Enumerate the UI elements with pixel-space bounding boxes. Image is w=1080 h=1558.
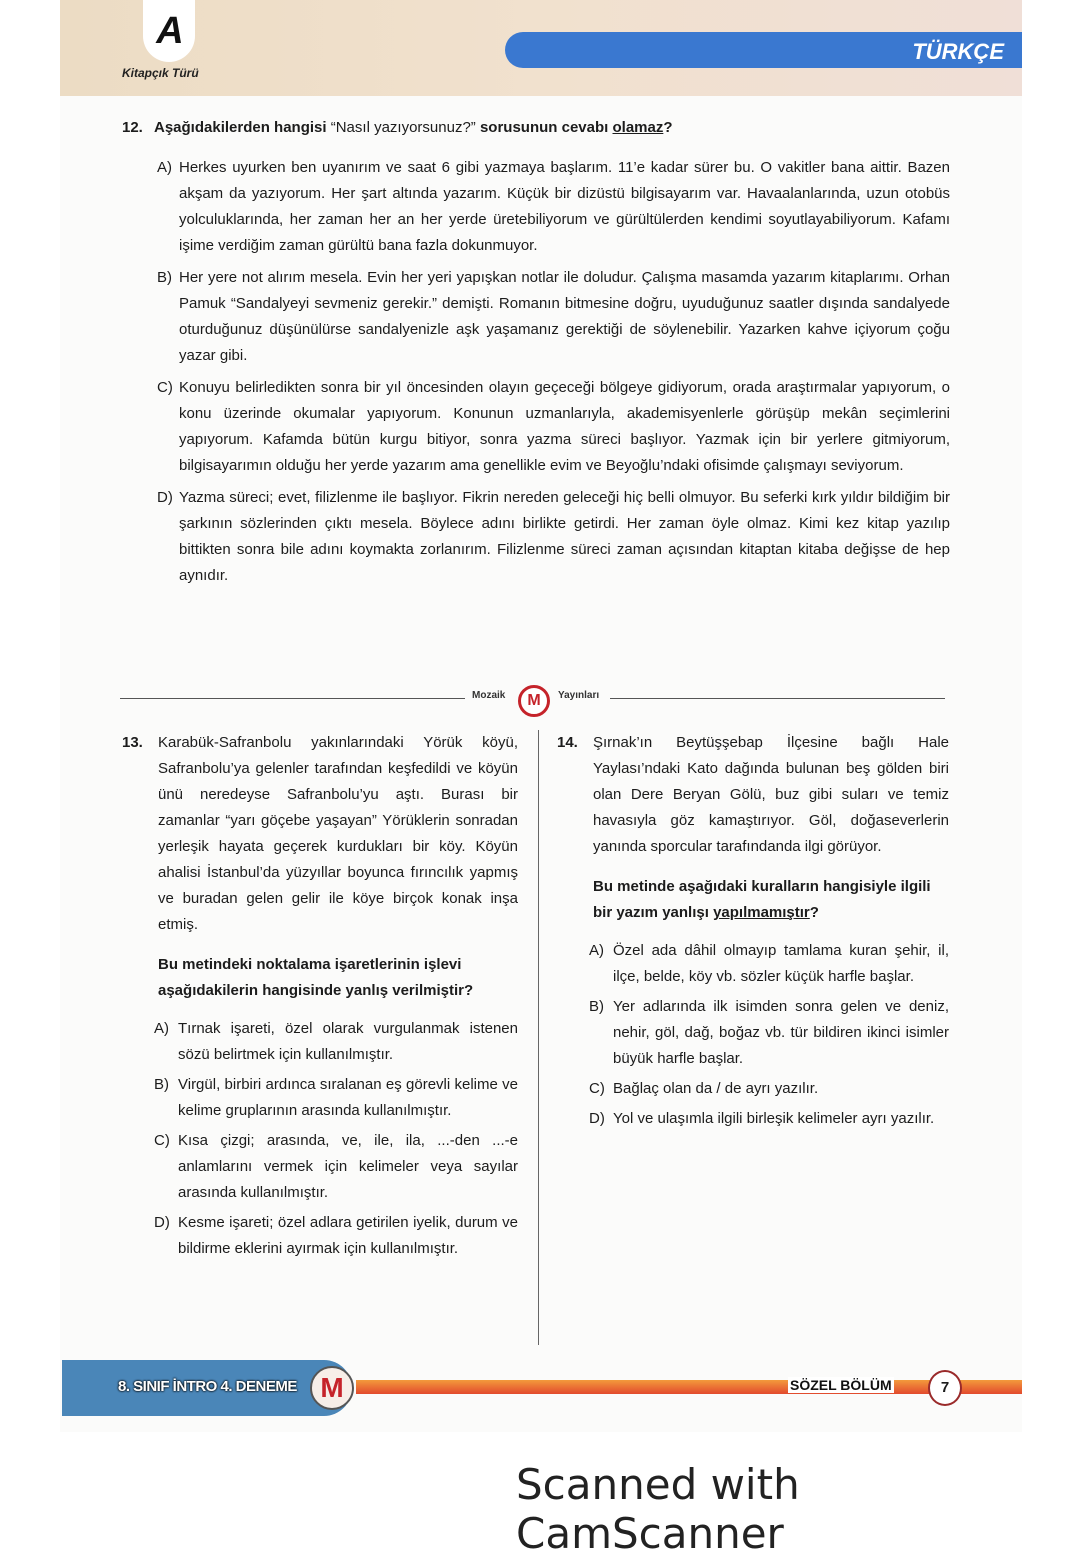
scanner-watermark: Scanned with CamScanner — [516, 1460, 800, 1558]
option-text: Yol ve ulaşımla ilgili birleşik kelimeler ayrı yazılır. — [613, 1110, 935, 1127]
option-text: Kısa çizgi; arasında, ve, ile, ila, ...-den ...-e anlamlarını vermek için kelimeler veya sayılar arasında kullanılmıştır. — [178, 1132, 518, 1201]
question-prompt — [557, 874, 949, 926]
option-text: Virgül, birbiri ardınca sıralanan eş görevli kelime ve kelime gruplarının arasında kullanılmıştır. — [178, 1076, 518, 1119]
stem-quote: “Nasıl yazıyorsunuz?” — [326, 119, 480, 136]
stem-part: ? — [663, 119, 673, 136]
option-c[interactable] — [589, 1076, 949, 1102]
publisher-name: Mozaik — [472, 690, 506, 701]
column-divider — [538, 730, 539, 1345]
question-passage: Karabük-Safranbolu yakınlarındaki Yörük köyü, Safranbolu’ya gelenler tarafından keşfedildi ve köyün ünü neredeyse Safranbolu’yu aştı. Burası bir zamanlar “yarı göçebe yaşayan” Yörüklerin sonradan yerleşik hayata geçerek kurdukları bir köy. Köyün ahalisi İstanbul’da yüzyıllar boyunca fırıncılık yapmış ve buradan gelen gelir ile köye birçok konak inşa etmiş. — [158, 734, 518, 933]
divider-right — [610, 698, 945, 699]
option-letter: B) — [157, 269, 172, 286]
option-text: Yer adlarında ilk isimden sonra gelen ve deniz, nehir, göl, dağ, boğaz vb. tür bildiren ikinci isimler büyük harfle başlar. — [613, 998, 949, 1067]
option-a[interactable] — [154, 1016, 518, 1068]
question-stem — [132, 115, 950, 141]
stem-emphasis: olamaz — [612, 119, 664, 136]
option-a[interactable] — [589, 938, 949, 990]
prompt-part: Bu metinde aşağıdaki kuralların hangisiyle ilgili bir yazım yanlışı — [593, 878, 931, 921]
question-prompt: Bu metindeki noktalama işaretlerinin işlevi aşağıdakilerin hangisinde yanlış verilmiştir? — [158, 956, 474, 999]
stem-part: Aşağıdakilerden hangisi — [154, 119, 327, 136]
option-letter: C) — [157, 379, 173, 396]
question-13 — [122, 730, 518, 1266]
option-text: Konuyu belirledikten sonra bir yıl öncesinden olayın geçeceği bölgeye gidiyorum, orada araştırmalar yapıyorum, o konu üzerinde okumalar yapıyorum. Konunun uzmanlarıyla, akademisyenlerle görüşüp mekân seçimlerini yapıyorum. Kafamda bütün kurgu bitiyor, sonra yazma süreci başlıyor. Yazmak için bir yerlere gitmiyorum, bilgisayarımın olduğu her yerde yazarım ama genellikle evim ve Beyoğlu’ndaki ofisimde çalışmayı seviyorum. — [179, 379, 950, 474]
stem-part: sorusunun cevabı — [479, 119, 613, 136]
publisher-suffix: Yayınları — [558, 690, 600, 701]
prompt-emphasis: yapılmamıştır — [713, 904, 810, 921]
option-letter: C) — [154, 1132, 170, 1149]
option-letter: B) — [154, 1076, 169, 1093]
question-14 — [557, 730, 949, 1136]
question-number: 12. — [122, 119, 143, 136]
divider-left — [120, 698, 465, 699]
option-text: Tırnak işareti, özel olarak vurgulanmak istenen sözü belirtmek için kullanılmıştır. — [178, 1020, 518, 1063]
publisher-logo-icon: M — [518, 685, 550, 717]
option-text: Özel ada dâhil olmayıp tamlama kuran şehir, il, ilçe, belde, köy vb. sözler küçük harfle başlar. — [613, 942, 949, 985]
option-d[interactable] — [154, 1210, 518, 1262]
option-text: Yazma süreci; evet, filizlenme ile başlıyor. Fikrin nereden geleceği hiç belli olmuyor. Bu seferki kırk yıldır bildiğim bir şarkının sözlerinden çıktı mesela. Böylece adını birlikte getirdi. Her zaman öyle olmaz. Kimi kez kitap yazılıp bittikten sonra bile adını koymakta zorlanırım. Filizlenme süreci zaman açısından kitaptan kitaba değişse de hep aynıdır. — [179, 489, 950, 584]
question-number: 13. — [122, 734, 143, 751]
option-letter: D) — [157, 489, 173, 506]
option-a[interactable] — [157, 155, 950, 259]
subject-title: TÜRKÇE — [912, 39, 1004, 64]
option-letter: B) — [589, 998, 604, 1015]
footer-stripe — [356, 1380, 1022, 1394]
option-letter: A) — [589, 942, 604, 959]
question-12 — [122, 115, 950, 595]
question-passage: Şırnak’ın Beytüşşebap İlçesine bağlı Hale Yaylası’ndaki Kato dağında bulunan beş gölden biri olan Dere Beryan Gölü, buz gibi suları ve temiz havasıyla göz kamaştırıyor. Göl, doğaseverlerin yanında sporcular tarafındanda ilgi görüyor. — [593, 734, 949, 855]
prompt-part: ? — [809, 904, 819, 921]
booklet-letter: A — [156, 10, 184, 52]
option-letter: A) — [154, 1020, 169, 1037]
exam-title: 8. SINIF İNTRO 4. DENEME — [118, 1378, 297, 1395]
option-c[interactable] — [154, 1128, 518, 1206]
page-number: 7 — [928, 1370, 962, 1406]
publisher-logo-icon: M — [310, 1366, 354, 1410]
question-number: 14. — [557, 734, 578, 751]
option-letter: D) — [154, 1214, 170, 1231]
option-letter: D) — [589, 1110, 605, 1127]
section-label: SÖZEL BÖLÜM — [790, 1377, 892, 1393]
option-d[interactable] — [157, 485, 950, 589]
option-letter: A) — [157, 159, 172, 176]
option-text: Her yere not alırım mesela. Evin her yeri yapışkan notlar ile doludur. Çalışma masamda yazarım kitaplarımı. Orhan Pamuk “Sandalyeyi sevmeniz gerekir.” demişti. Romanın bitmesine doğru, uyuduğunuz saatler dışında sandalyede oturduğunuz düşünülürse sandalyenizle aşk yaşamanız gerektiği de söylenebilir. Yazarken kahve içiyorum çoğu yazar gibi. — [179, 269, 950, 364]
option-letter: C) — [589, 1080, 605, 1097]
option-b[interactable] — [154, 1072, 518, 1124]
option-d[interactable] — [589, 1106, 949, 1132]
option-text: Kesme işareti; özel adlara getirilen iyelik, durum ve bildirme eklerini ayırmak için kullanılmıştır. — [178, 1214, 518, 1257]
option-b[interactable] — [157, 265, 950, 369]
option-text: Bağlaç olan da / de ayrı yazılır. — [613, 1080, 819, 1097]
option-b[interactable] — [589, 994, 949, 1072]
booklet-label: Kitapçık Türü — [122, 66, 199, 80]
option-text: Herkes uyurken ben uyanırım ve saat 6 gibi yazmaya başlarım. 11’e kadar sürer bu. O vakitler bana aittir. Bazen akşam da yazıyorum. Her şart altında yazarım. Küçük bir dizüstü bilgisayarım var. Havaalanlarında, uzun otobüs yolculuklarında, her zaman her an her yerde üretebiliyorum ve gürültülerden kendimi soyutlayabiliyorum. Kafamı işime verdiğim zaman gürültü bana fazla dokunmuyor. — [179, 159, 950, 254]
option-c[interactable] — [157, 375, 950, 479]
